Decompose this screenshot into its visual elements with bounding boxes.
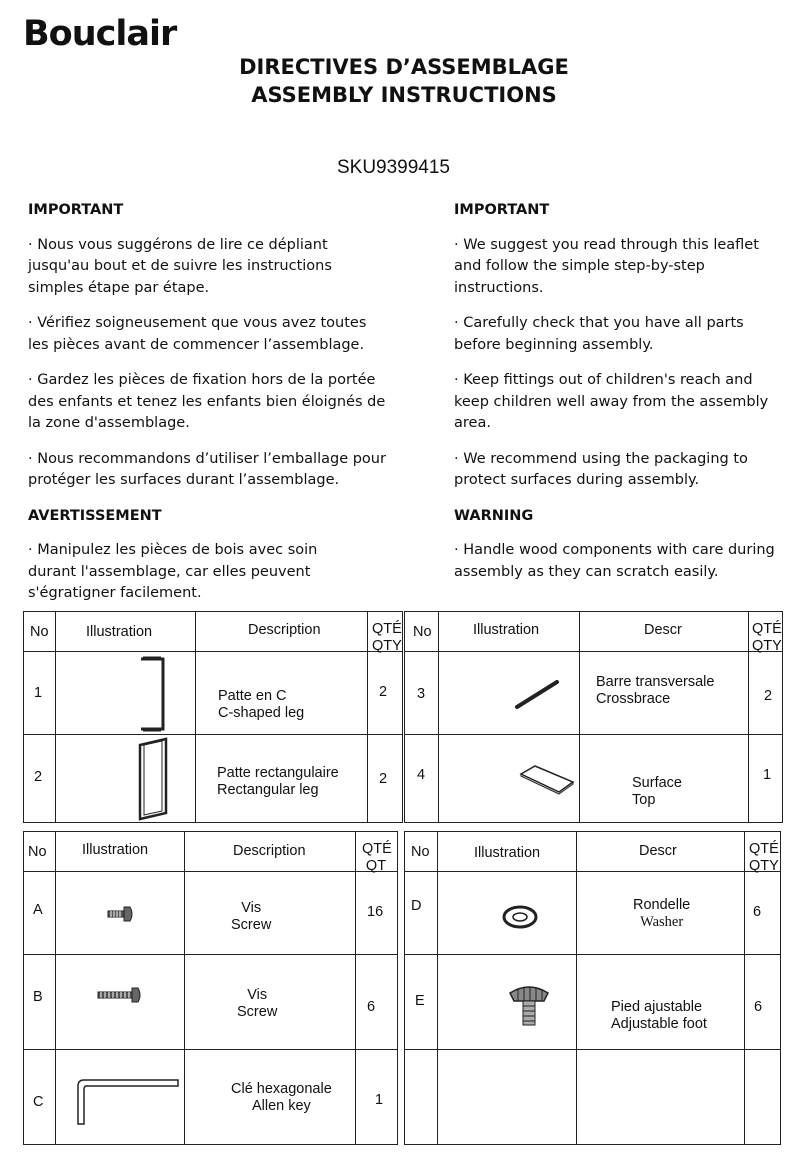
desc-fr: Barre transversale <box>596 674 715 690</box>
instructions-fr <box>28 200 388 619</box>
qty-en: QT <box>365 858 387 874</box>
col-no: No <box>411 844 430 860</box>
brand-logo: Bouclair <box>23 14 177 54</box>
heading-important-en: IMPORTANT <box>454 202 550 218</box>
qty-en: QTY <box>749 858 779 874</box>
part-qty: 2 <box>379 684 388 700</box>
table-row <box>405 652 783 735</box>
desc-fr: Surface <box>632 775 682 791</box>
desc-en: Adjustable foot <box>611 1016 707 1032</box>
part-qty: 1 <box>375 1092 384 1108</box>
col-no: No <box>413 624 432 640</box>
part-qty: 2 <box>764 688 773 704</box>
desc-en: C-shaped leg <box>218 705 305 721</box>
table-header-row <box>24 832 398 872</box>
en-point-1: · We suggest you read through this leaflet and follow the simple step-by-step instructions. <box>454 236 759 296</box>
table-header-row <box>24 612 403 652</box>
parts-table-hardware-abc <box>23 831 398 1145</box>
desc-fr: Rondelle <box>633 897 691 913</box>
table-row <box>24 1050 398 1145</box>
desc-en: Screw <box>237 1004 278 1020</box>
desc-en: Allen key <box>251 1098 311 1114</box>
fr-point-2: · Vérifiez soigneusement que vous avez toutes les pièces avant de commencer l’assemblage. <box>28 315 367 353</box>
en-point-5: · Handle wood components with care during assembly as they can scratch easily. <box>454 542 775 580</box>
part-description <box>231 900 271 934</box>
instructions-en <box>454 200 789 597</box>
title-fr: DIRECTIVES D’ASSEMBLAGE <box>239 55 569 79</box>
part-description <box>231 1081 332 1115</box>
surface-top-icon <box>517 760 577 800</box>
part-description <box>633 897 690 931</box>
table-header-row <box>405 832 781 872</box>
table-row <box>24 955 398 1050</box>
fr-point-3: · Gardez les pièces de fixation hors de la portée des enfants et tenez les enfants bien éloignés de la zone d'assemblage. <box>28 372 386 431</box>
heading-warning-en: WARNING <box>454 507 534 524</box>
qty-fr: QTÉ <box>372 621 402 637</box>
qty-fr: QTÉ <box>752 621 782 637</box>
col-qty <box>749 841 777 875</box>
desc-fr: Vis <box>247 987 268 1003</box>
title-en: ASSEMBLY INSTRUCTIONS <box>251 83 557 107</box>
col-description: Descr <box>639 843 677 859</box>
part-qty: 2 <box>379 771 388 787</box>
part-description <box>611 999 707 1033</box>
part-number: D <box>411 898 422 914</box>
parts-table-crossbrace-top <box>404 611 783 823</box>
parts-table-legs <box>23 611 403 823</box>
sku-number: SKU9399415 <box>336 157 451 178</box>
desc-fr: Pied ajustable <box>611 999 703 1015</box>
desc-en: Rectangular leg <box>217 782 319 798</box>
table-row <box>24 735 403 823</box>
part-number: C <box>33 1094 44 1110</box>
qty-en: QTY <box>752 638 782 654</box>
table-header-row <box>405 612 783 652</box>
desc-fr: Vis <box>241 900 262 916</box>
col-no: No <box>30 624 49 640</box>
en-point-3: · Keep fittings out of children's reach and keep children well away from the assembly area. <box>454 372 769 431</box>
table-row <box>24 872 398 955</box>
qty-fr: QTÉ <box>749 841 779 857</box>
heading-warning-fr: AVERTISSEMENT <box>28 507 162 524</box>
desc-fr: Patte en C <box>218 688 287 704</box>
desc-fr: Clé hexagonale <box>231 1081 332 1097</box>
fr-point-5: · Manipulez les pièces de bois avec soin durant l'assemblage, car elles peuvent s'égratigner facilement. <box>28 542 318 601</box>
crossbrace-icon <box>509 677 569 712</box>
part-description <box>217 765 339 799</box>
parts-table-hardware-de <box>404 831 781 1145</box>
part-number: 3 <box>417 686 426 702</box>
part-description <box>237 987 277 1021</box>
col-description: Description <box>233 843 306 859</box>
table-row-empty <box>405 1050 781 1145</box>
heading-important-fr: IMPORTANT <box>28 202 124 218</box>
desc-fr: Patte rectangulaire <box>217 765 339 781</box>
table-row <box>405 955 781 1050</box>
qty-en: QTY <box>372 638 402 654</box>
desc-en: Top <box>632 792 656 808</box>
allen-key-icon <box>66 1074 181 1130</box>
en-point-2: · Carefully check that you have all parts before beginning assembly. <box>454 315 744 353</box>
part-description <box>596 674 714 708</box>
col-illustration: Illustration <box>473 622 540 638</box>
c-shaped-leg-icon <box>131 655 171 735</box>
rectangular-leg-icon <box>126 737 176 821</box>
en-point-4: · We recommend using the packaging to protect surfaces during assembly. <box>454 450 748 488</box>
part-number: 4 <box>417 767 426 783</box>
part-qty: 1 <box>763 767 772 783</box>
desc-en: Washer <box>640 914 684 930</box>
part-qty: 6 <box>367 999 376 1015</box>
screw-long-icon <box>96 985 146 1005</box>
col-illustration: Illustration <box>82 842 149 858</box>
col-description: Description <box>248 622 321 638</box>
table-row <box>405 872 781 955</box>
part-number: A <box>33 902 43 918</box>
part-qty: 6 <box>754 999 763 1015</box>
adjustable-foot-icon <box>504 979 554 1035</box>
part-number: E <box>415 993 425 1009</box>
part-number: 2 <box>34 769 43 785</box>
qty-fr: QTÉ <box>362 841 392 857</box>
part-description <box>632 775 682 809</box>
table-row <box>24 652 403 735</box>
col-qty <box>752 621 780 655</box>
washer-icon <box>500 902 540 932</box>
col-qty <box>372 621 400 655</box>
part-qty: 16 <box>367 904 384 920</box>
col-illustration: Illustration <box>86 624 153 640</box>
desc-en: Crossbrace <box>596 691 671 707</box>
col-qty <box>362 841 390 875</box>
desc-en: Screw <box>231 917 272 933</box>
part-qty: 6 <box>753 904 762 920</box>
fr-point-1: · Nous vous suggérons de lire ce dépliant jusqu'au bout et de suivre les instructions simples étape par étape. <box>28 236 332 296</box>
table-row <box>405 735 783 823</box>
col-no: No <box>28 844 47 860</box>
fr-point-4: · Nous recommandons d’utiliser l’emballage pour protéger les surfaces durant l’assemblage. <box>28 450 386 488</box>
part-number: 1 <box>34 685 43 701</box>
part-description <box>218 688 304 722</box>
part-number: B <box>33 989 43 1005</box>
col-description: Descr <box>644 622 682 638</box>
screw-short-icon <box>106 904 136 924</box>
col-illustration: Illustration <box>474 845 541 861</box>
